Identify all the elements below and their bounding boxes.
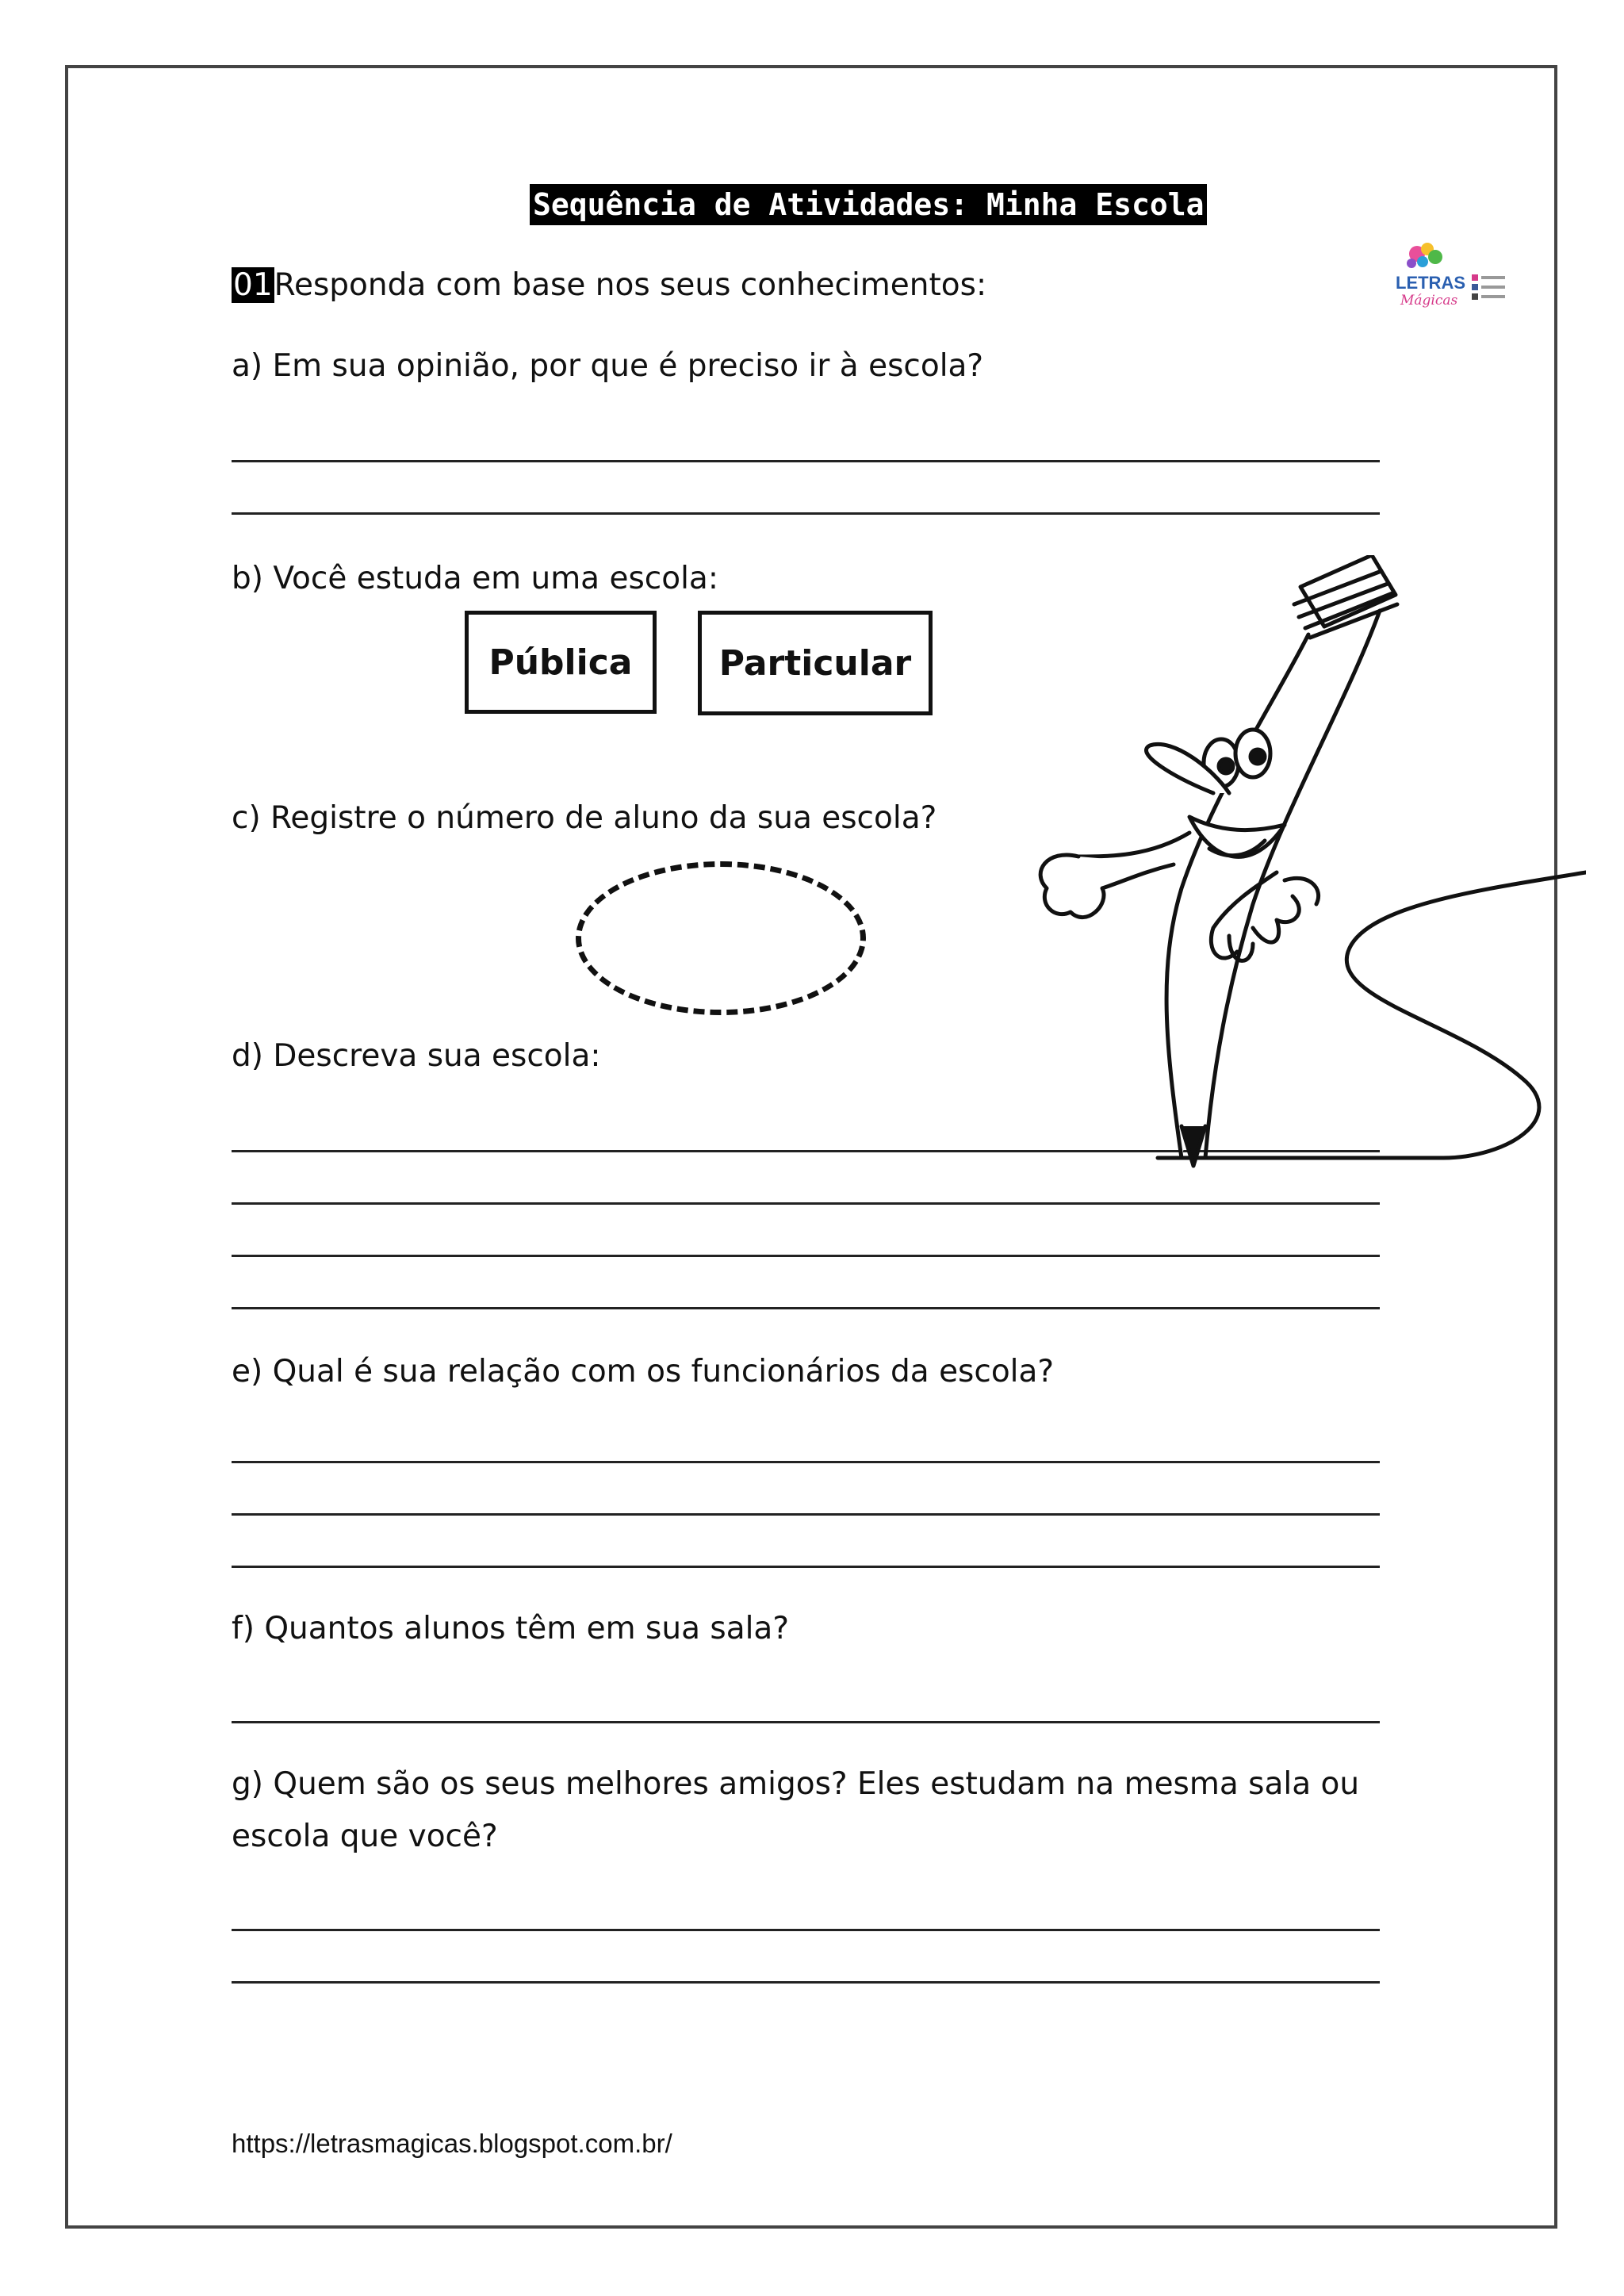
intro-text: Responda com base nos seus conhecimentos: <box>274 267 987 303</box>
answer-line[interactable] <box>232 1461 1380 1463</box>
pencil-mascot-illustration <box>1015 555 1586 1174</box>
page-title: Sequência de Atividades: Minha Escola <box>530 184 1207 225</box>
answer-line[interactable] <box>232 1929 1380 1931</box>
letras-magicas-logo <box>1389 240 1508 311</box>
answer-line[interactable] <box>232 1255 1380 1257</box>
question-a: a) Em sua opinião, por que é preciso ir à escola? <box>232 348 984 384</box>
logo-splash-icon <box>1407 243 1442 268</box>
question-c: c) Registre o número de aluno da sua escola? <box>232 800 937 836</box>
answer-line[interactable] <box>232 1981 1380 1984</box>
footer-url[interactable]: https://letrasmagicas.blogspot.com.br/ <box>232 2129 672 2158</box>
answer-line[interactable] <box>232 1307 1380 1309</box>
answer-line[interactable] <box>232 1566 1380 1568</box>
option-public-label: Pública <box>488 642 633 683</box>
logo-text-top: LETRAS <box>1396 273 1465 293</box>
question-g-line1: g) Quem são os seus melhores amigos? Eles estudam na mesma sala ou <box>232 1766 1360 1802</box>
logo-text-bottom: Mágicas <box>1400 293 1458 309</box>
social-icons <box>1472 274 1505 300</box>
option-private-label: Particular <box>718 642 912 684</box>
option-public-box[interactable] <box>465 611 657 714</box>
dashed-answer-oval[interactable] <box>576 861 866 1015</box>
intro-instruction <box>232 265 986 306</box>
question-g-line2: escola que você? <box>232 1819 498 1854</box>
answer-line[interactable] <box>232 1513 1380 1516</box>
question-f: f) Quantos alunos têm em sua sala? <box>232 1611 790 1646</box>
activity-number: 01 <box>233 267 273 303</box>
answer-line[interactable] <box>232 512 1380 515</box>
question-e: e) Qual é sua relação com os funcionários da escola? <box>232 1354 1055 1389</box>
question-d: d) Descreva sua escola: <box>232 1038 601 1074</box>
answer-line[interactable] <box>232 1202 1380 1205</box>
question-b: b) Você estuda em uma escola: <box>232 561 718 596</box>
answer-line[interactable] <box>232 1721 1380 1723</box>
answer-line[interactable] <box>232 460 1380 462</box>
option-private-box[interactable] <box>698 611 933 715</box>
